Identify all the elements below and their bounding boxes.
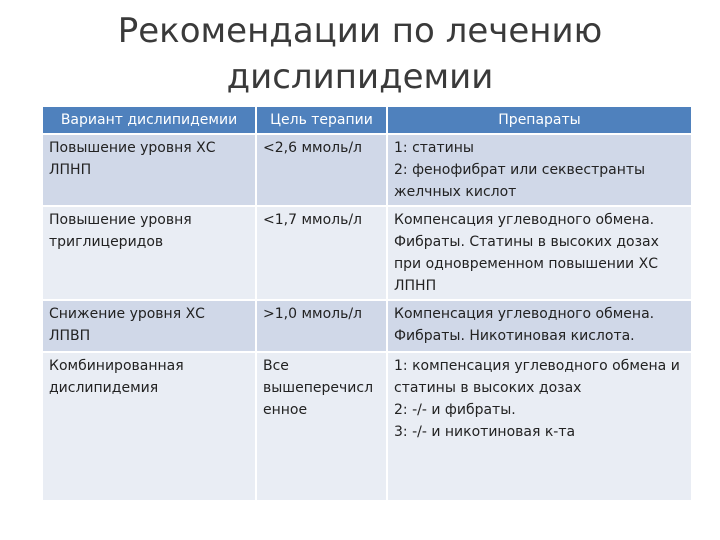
cell-variant: Повышение уровня триглицеридов: [43, 206, 256, 300]
column-header-variant: Вариант дислипидемии: [43, 107, 256, 134]
cell-variant: Снижение уровня ХС ЛПВП: [43, 300, 256, 352]
column-header-drugs: Препараты: [387, 107, 691, 134]
cell-drugs: 1: статины 2: фенофибрат или секвестранты желчных кислот: [387, 134, 691, 206]
page-title: [0, 8, 720, 100]
title-line-2: дислипидемии: [226, 57, 494, 97]
cell-goal: >1,0 ммоль/л: [256, 300, 387, 352]
table-row: [43, 352, 691, 500]
cell-goal: <1,7 ммоль/л: [256, 206, 387, 300]
table-header-row: [43, 107, 691, 134]
column-header-goal: Цель терапии: [256, 107, 387, 134]
cell-drugs: Компенсация углеводного обмена. Фибраты. Статины в высоких дозах при одновременном повышении ХС ЛПНП: [387, 206, 691, 300]
cell-drugs: Компенсация углеводного обмена. Фибраты. Никотиновая кислота.: [387, 300, 691, 352]
cell-variant: Повышение уровня ХС ЛПНП: [43, 134, 256, 206]
title-line-1: Рекомендации по лечению: [117, 11, 603, 51]
table-row: [43, 134, 691, 206]
treatment-table: [43, 107, 691, 500]
table-row: [43, 300, 691, 352]
cell-drugs: 1: компенсация углеводного обмена и статины в высоких дозах 2: -/- и фибраты. 3: -/- и никотиновая к-та: [387, 352, 691, 500]
table-row: [43, 206, 691, 300]
cell-goal: Все вышеперечисл енное: [256, 352, 387, 500]
cell-variant: Комбинированная дислипидемия: [43, 352, 256, 500]
cell-goal: <2,6 ммоль/л: [256, 134, 387, 206]
